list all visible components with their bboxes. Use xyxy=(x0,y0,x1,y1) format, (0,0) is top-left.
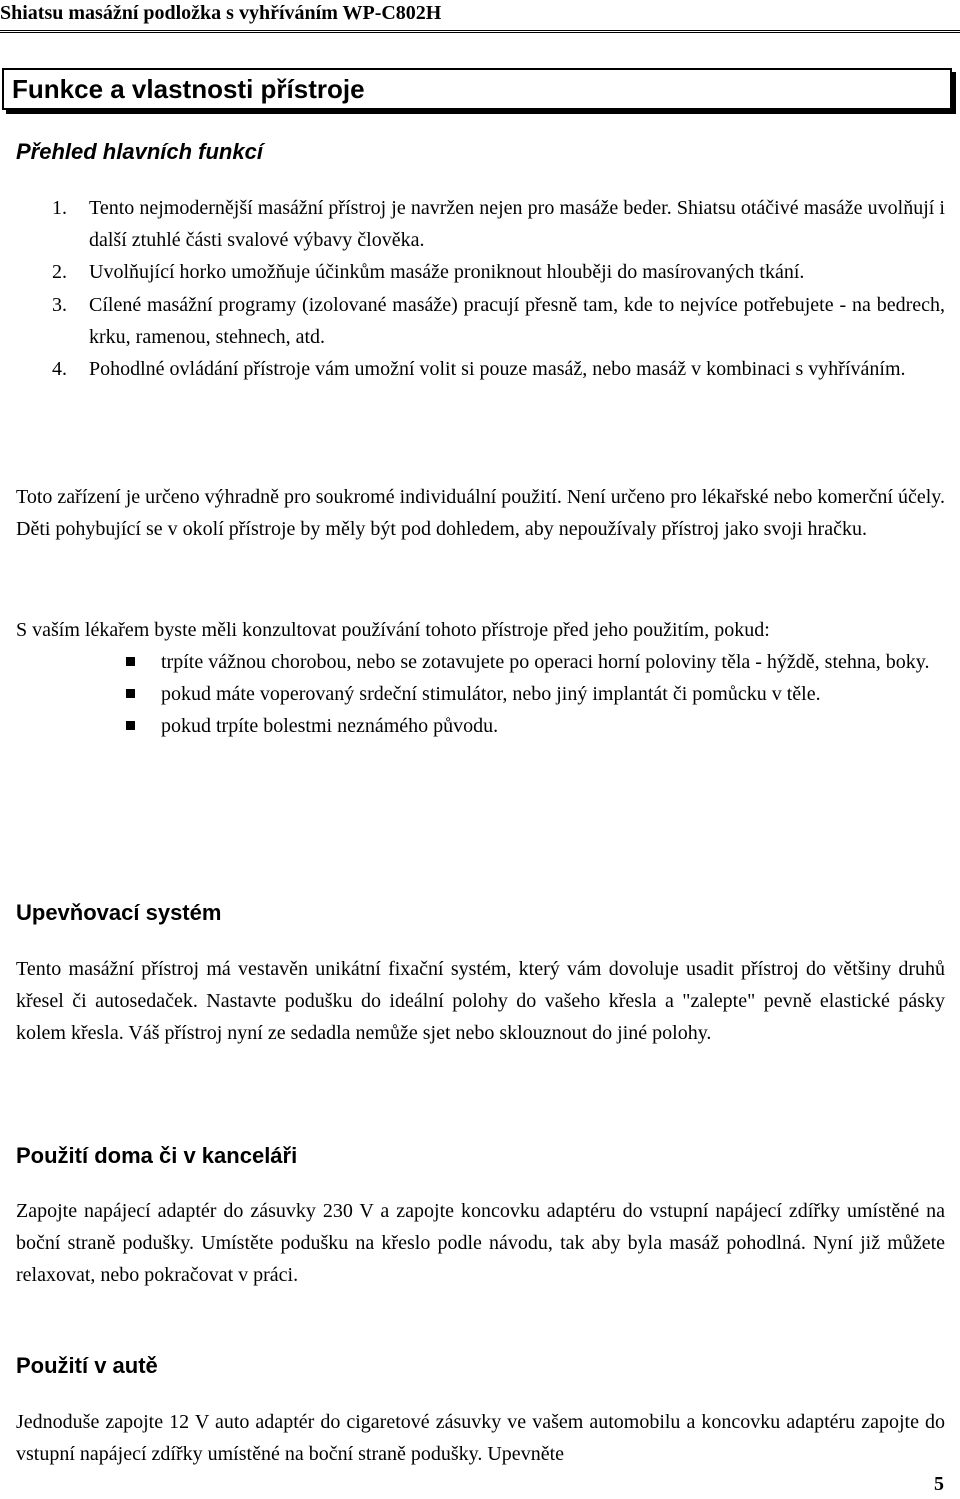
item-text: pokud trpíte bolestmi neznámého původu. xyxy=(161,715,499,738)
item-text: Uvolňující horko umožňuje účinkům masáže proniknout hlouběji do masírovaných tkání. xyxy=(89,261,805,284)
item-number: 2. xyxy=(52,261,67,284)
list-item xyxy=(52,289,945,353)
section-heading-fixation: Upevňovací systém xyxy=(16,900,222,925)
item-text: Pohodlné ovládání přístroje vám umožní volit si pouze masáž, nebo masáž v kombinaci s vyhříváním. xyxy=(89,358,906,381)
section-heading-car: Použití v autě xyxy=(16,1353,158,1378)
item-text: trpíte vážnou chorobou, nebo se zotavujete po operaci horní poloviny těla - hýždě, stehna, boky. xyxy=(161,651,930,673)
list-item xyxy=(124,678,946,710)
document-title: Shiatsu masážní podložka s vyhříváním WP-C802H xyxy=(0,2,442,24)
car-paragraph: Jednoduše zapojte 12 V auto adaptér do cigaretové zásuvky ve vašem automobilu a koncovku adaptéru zapojte do vstupní napájecí zdířky umístěné na boční straně podušky. Upevněte xyxy=(16,1411,945,1466)
item-number: 1. xyxy=(52,197,67,219)
item-text: Cílené masážní programy (izolované masáže) pracují přesně tam, kde to nejvíce potřebujete - na bedrech, krku, ramenou, stehnech, atd. xyxy=(89,293,945,348)
section-heading-home-office: Použití doma či v kanceláři xyxy=(16,1143,298,1168)
bullet-square-icon xyxy=(126,657,135,666)
page-number: 5 xyxy=(934,1473,944,1495)
section-subtitle: Přehled hlavních funkcí xyxy=(16,139,263,164)
consult-doctor-paragraph: S vaším lékařem byste měli konzultovat používání tohoto přístroje před jeho použitím, pokud: xyxy=(16,619,770,641)
header-rule xyxy=(0,30,960,33)
usage-note-paragraph: Toto zařízení je určeno výhradně pro soukromé individuální použití. Není určeno pro lékařské nebo komerční účely. Děti pohybující se v okolí přístroje by měly být pod dohledem, aby nepoužívaly přístroj jako svoji hračku. xyxy=(16,486,945,541)
list-item xyxy=(124,646,946,678)
home-office-paragraph: Zapojte napájecí adaptér do zásuvky 230 V a zapojte koncovku adaptéru do vstupní napájecí zdířky umístěné na boční straně podušky. Umístěte podušku na křeslo podle návodu, tak aby byla masáž pohodlná. Nyní již můžete relaxovat, nebo pokračovat v práci. xyxy=(16,1200,945,1287)
fixation-paragraph: Tento masážní přístroj má vestavěn unikátní fixační systém, který vám dovoluje usadit přístroj do většiny druhů křesel či autosedaček. Nastavte podušku do ideální polohy do vašeho křesla a "zalepte" pevně elastické pásky kolem křesla. Váš přístroj nyní ze sedadla nemůže sjet nebo sklouznout do jiné polohy. xyxy=(16,958,945,1045)
list-item xyxy=(52,192,945,256)
list-item xyxy=(52,256,945,288)
bullet-square-icon xyxy=(126,689,135,698)
section-title-box: Funkce a vlastnosti přístroje xyxy=(2,68,952,110)
bullet-square-icon xyxy=(126,721,135,730)
feature-list xyxy=(52,192,945,385)
item-number: 4. xyxy=(52,358,67,381)
item-text: Tento nejmodernější masážní přístroj je navržen nejen pro masáže beder. Shiatsu otáčivé masáže uvolňují i další ztuhlé části svalové výbavy člověka. xyxy=(89,197,945,252)
list-item xyxy=(124,710,946,742)
item-number: 3. xyxy=(52,293,67,316)
item-text: pokud máte voperovaný srdeční stimulátor, nebo jiný implantát či pomůcku v těle. xyxy=(161,683,821,706)
warning-list xyxy=(124,646,946,743)
list-item xyxy=(52,353,945,385)
